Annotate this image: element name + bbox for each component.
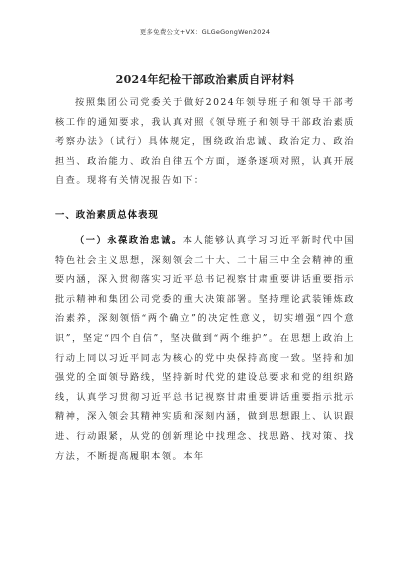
intro-paragraph: 按照集团公司党委关于做好2024年领导班子和领导干部考核工作的通知要求，我认真对照《领导班子和领导干部政治素质考察办法》（试行）具体规定，围绕政治忠诚、政治定力、政治担当、政治能力、政治自律五个方面，逐条逐项对照，认真开展自查。现将有关情况报告如下： bbox=[55, 97, 355, 187]
subsection-heading: （一）永葆政治忠诚。 bbox=[75, 235, 183, 246]
section-heading: 一、政治素质总体表现 bbox=[55, 210, 159, 221]
subsection-text: 本人能够认真学习习近平新时代中国特色社会主义思想，深刻领会二十大、二十届三中全会精神的重要内涵，深入贯彻落实习近平总书记视察甘肃重要讲话重要指示批示精神和集团公司党委的重大决策部署。坚持理论武装锤炼政治素养，深刻领悟“两个确立”的决定性意义，切实增强“四个意识”，坚定“四个自信”，坚决做到“两个维护”。在思想上政治上行动上同以习近平同志为核心的党中央保持高度一致。坚持和加强党的全面领导路线，坚持新时代党的建设总要求和党的组织路线，认真学习贯彻习近平总书记视察甘肃重要讲话重要指示批示精神，深入领会其精神实质和深刻内涵，做到思想跟上、认识跟进、行动跟紧，从党的创新理论中找理念、找思路、找对策、找方法，不断提高履职本领。本年 bbox=[55, 235, 356, 462]
document-title: 2024年纪检干部政治素质自评材料 bbox=[115, 73, 295, 86]
subsection-paragraph bbox=[55, 231, 355, 466]
header-note: 更多免费公文+VX：GLGeGongWen2024 bbox=[139, 28, 271, 36]
